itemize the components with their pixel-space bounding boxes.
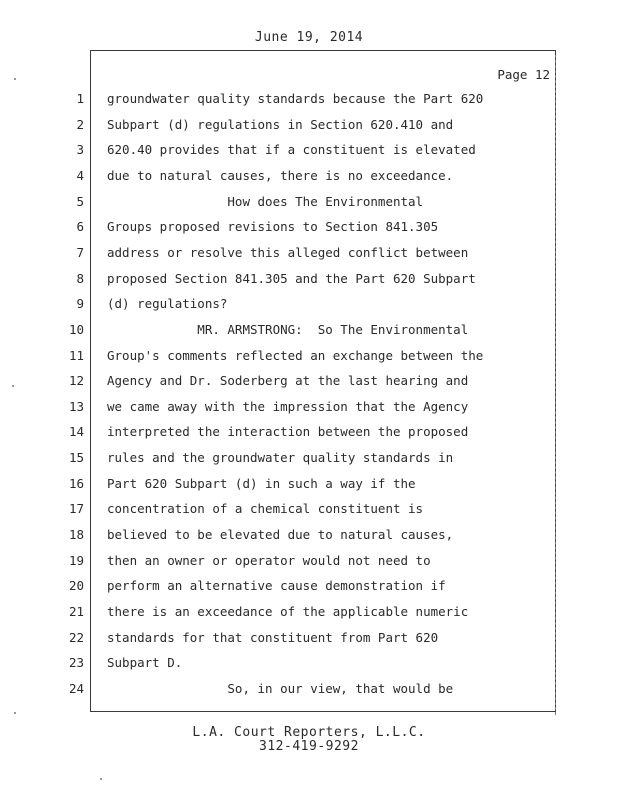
line-text: address or resolve this alleged conflict between [107, 245, 469, 260]
line-number: 16 [68, 476, 84, 491]
line-number: 23 [68, 655, 84, 670]
page-label: Page 12 [497, 67, 550, 82]
line-text: believed to be elevated due to natural causes, [107, 527, 454, 542]
line-number: 9 [76, 296, 84, 311]
line-number: 19 [68, 553, 84, 568]
line-text: there is an exceedance of the applicable numeric [107, 604, 469, 619]
scan-speck [14, 78, 16, 80]
line-number: 5 [76, 194, 84, 209]
line-text: concentration of a chemical constituent is [107, 501, 424, 516]
line-text: rules and the groundwater quality standards in [107, 450, 454, 465]
line-number: 2 [76, 117, 84, 132]
line-text: Subpart D. [107, 655, 183, 670]
line-number: 13 [68, 399, 84, 414]
line-text: MR. ARMSTRONG: So The Environmental [107, 322, 469, 337]
line-text: 620.40 provides that if a constituent is elevated [107, 142, 476, 157]
line-text: Group's comments reflected an exchange between the [107, 348, 484, 363]
line-text: proposed Section 841.305 and the Part 620 Subpart [107, 271, 476, 286]
line-number: 15 [68, 450, 84, 465]
header-date: June 19, 2014 [254, 30, 364, 45]
line-number: 18 [68, 527, 84, 542]
line-text: How does The Environmental [107, 194, 424, 209]
line-number: 7 [76, 245, 84, 260]
footer-phone: 312-419-9292 [259, 739, 359, 754]
line-text: (d) regulations? [107, 296, 228, 311]
line-number: 17 [68, 501, 84, 516]
line-number: 1 [76, 91, 84, 106]
line-number: 12 [68, 373, 84, 388]
line-number: 10 [68, 322, 84, 337]
line-text: interpreted the interaction between the proposed [107, 424, 469, 439]
line-text: then an owner or operator would not need to [107, 553, 431, 568]
scan-speck [14, 712, 16, 714]
line-number: 6 [76, 219, 84, 234]
scan-speck [12, 385, 14, 387]
line-number: 14 [68, 424, 84, 439]
line-number: 8 [76, 271, 84, 286]
line-text: Subpart (d) regulations in Section 620.410 and [107, 117, 454, 132]
line-text: groundwater quality standards because the Part 620 [107, 91, 484, 106]
scan-speck [100, 778, 102, 780]
line-number: 20 [68, 578, 84, 593]
line-number: 22 [68, 630, 84, 645]
line-text: perform an alternative cause demonstration if [107, 578, 446, 593]
line-number: 11 [68, 348, 84, 363]
frame-edge [555, 55, 558, 715]
line-number: 4 [76, 168, 84, 183]
footer-reporter-name: L.A. Court Reporters, L.L.C. [192, 725, 426, 740]
line-text: Groups proposed revisions to Section 841.305 [107, 219, 439, 234]
line-text: Agency and Dr. Soderberg at the last hearing and [107, 373, 469, 388]
line-text: we came away with the impression that the Agency [107, 399, 469, 414]
line-number: 21 [68, 604, 84, 619]
line-text: due to natural causes, there is no exceedance. [107, 168, 454, 183]
line-number: 3 [76, 142, 84, 157]
line-text: So, in our view, that would be [107, 681, 454, 696]
line-text: standards for that constituent from Part 620 [107, 630, 439, 645]
line-number: 24 [68, 681, 84, 696]
line-text: Part 620 Subpart (d) in such a way if the [107, 476, 416, 491]
